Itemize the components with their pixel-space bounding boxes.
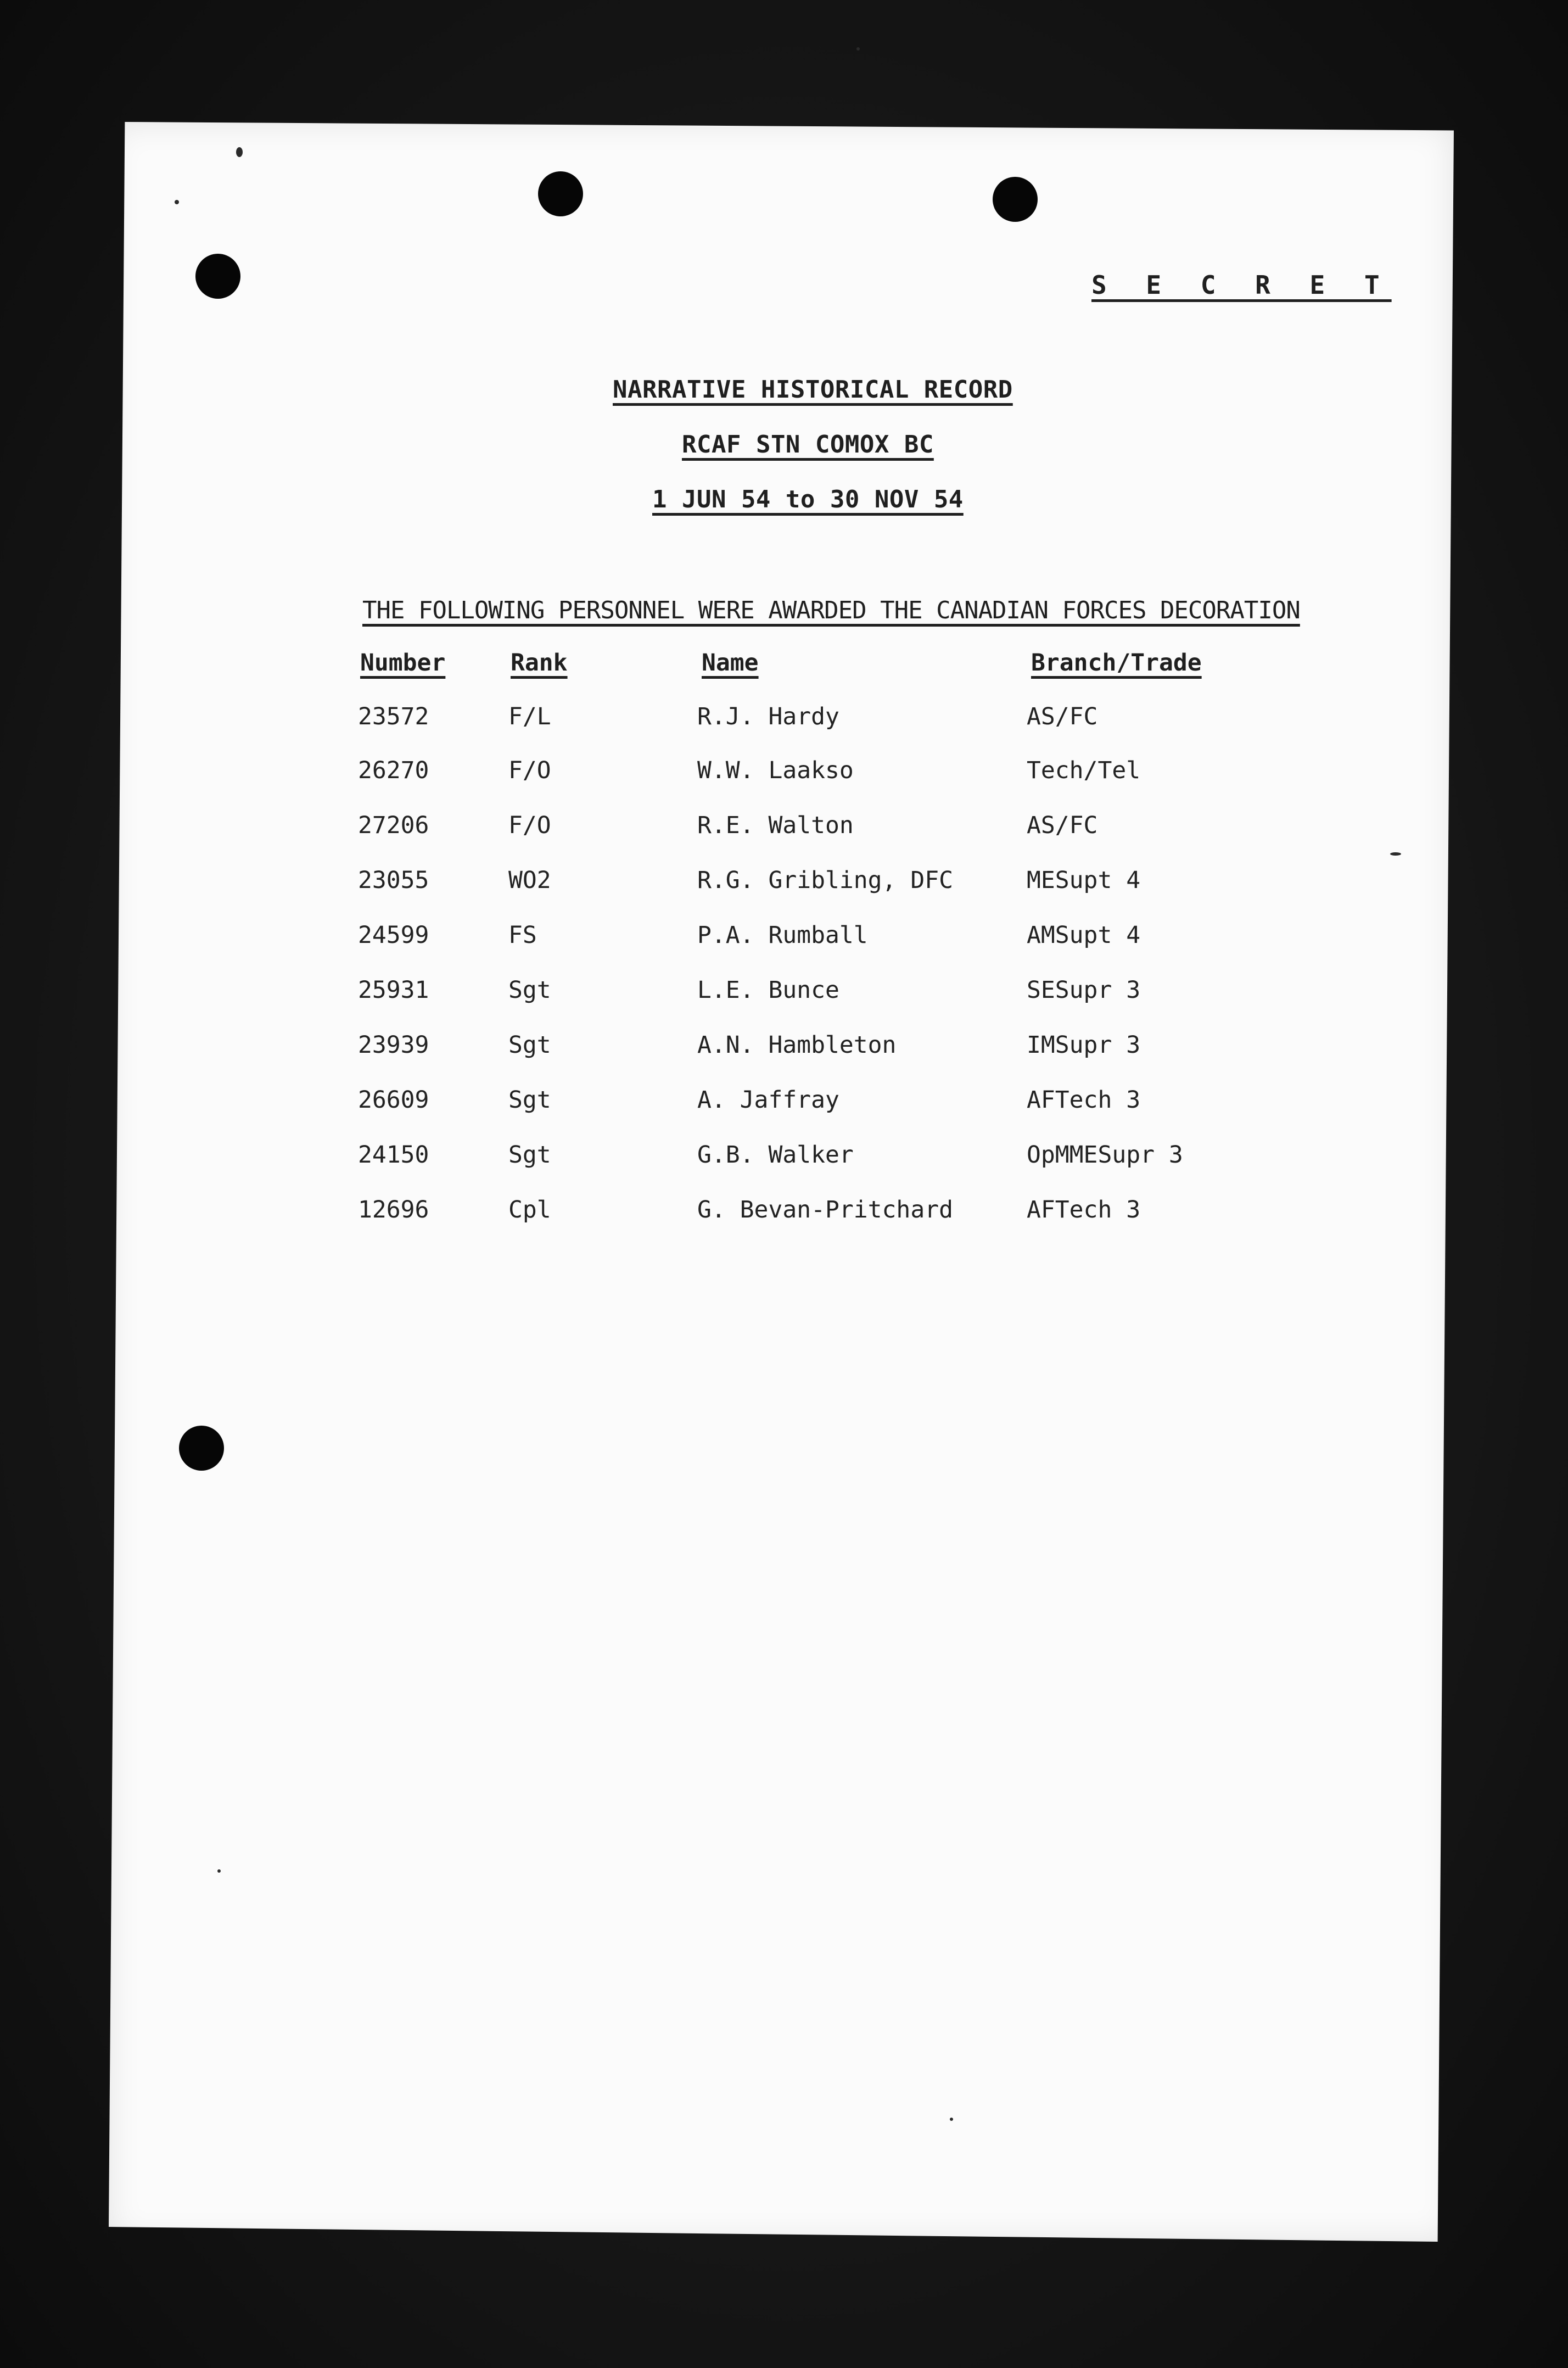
column-header-branch-trade: Branch/Trade [1031,649,1202,677]
rank: Sgt [508,1031,551,1059]
table-row [0,1086,1568,1119]
person-name: R.J. Hardy [697,703,839,730]
table-row [0,1196,1568,1229]
person-name: W.W. Laakso [697,757,854,784]
scan-speck [217,1869,221,1873]
punch-hole [195,254,240,299]
branch-trade: AS/FC [1027,812,1098,839]
service-number: 23572 [358,703,429,730]
branch-trade: AS/FC [1027,703,1098,730]
person-name: G. Bevan-Pritchard [697,1196,953,1224]
table-heading: THE FOLLOWING PERSONNEL WERE AWARDED THE CANADIAN FORCES DECORATION [362,596,1300,624]
scan-speck [236,147,243,157]
person-name: R.G. Gribling, DFC [697,867,953,894]
column-header-number: Number [360,649,446,677]
branch-trade: SESupr 3 [1027,976,1141,1004]
service-number: 23939 [358,1031,429,1059]
rank: F/O [508,757,551,784]
branch-trade: IMSupr 3 [1027,1031,1141,1059]
rank: F/L [508,703,551,730]
table-row [0,976,1568,1009]
scan-speck [1390,852,1401,856]
service-number: 24150 [358,1141,429,1169]
punch-hole [179,1426,224,1471]
punch-hole [993,177,1038,222]
table-row [0,812,1568,845]
branch-trade: OpMMESupr 3 [1027,1141,1183,1169]
rank: Cpl [508,1196,551,1224]
table-row [0,703,1568,736]
branch-trade: AFTech 3 [1027,1086,1141,1114]
rank: FS [508,921,537,949]
person-name: G.B. Walker [697,1141,854,1169]
person-name: R.E. Walton [697,812,854,839]
rank: Sgt [508,976,551,1004]
service-number: 25931 [358,976,429,1004]
branch-trade: AMSupt 4 [1027,921,1141,949]
table-row [0,1031,1568,1064]
service-number: 26270 [358,757,429,784]
rank: Sgt [508,1141,551,1169]
service-number: 12696 [358,1196,429,1224]
service-number: 24599 [358,921,429,949]
record-title: NARRATIVE HISTORICAL RECORD [613,376,1013,404]
rank: WO2 [508,867,551,894]
station-name: RCAF STN COMOX BC [682,431,934,459]
classification-marking: S E C R E T [1091,270,1392,300]
rank: F/O [508,812,551,839]
rank: Sgt [508,1086,551,1114]
column-header-rank: Rank [511,649,568,677]
table-row [0,1141,1568,1174]
person-name: L.E. Bunce [697,976,839,1004]
scan-speck [175,200,179,204]
service-number: 27206 [358,812,429,839]
branch-trade: MESupt 4 [1027,867,1141,894]
punch-hole [538,171,583,216]
record-period: 1 JUN 54 to 30 NOV 54 [652,485,964,513]
branch-trade: AFTech 3 [1027,1196,1141,1224]
table-row [0,757,1568,790]
person-name: A. Jaffray [697,1086,839,1114]
service-number: 26609 [358,1086,429,1114]
branch-trade: Tech/Tel [1027,757,1141,784]
table-row [0,921,1568,954]
person-name: P.A. Rumball [697,921,868,949]
scan-speck [856,47,860,51]
column-header-name: Name [702,649,759,677]
person-name: A.N. Hambleton [697,1031,897,1059]
scan-speck [950,2118,953,2121]
service-number: 23055 [358,867,429,894]
table-row [0,867,1568,900]
